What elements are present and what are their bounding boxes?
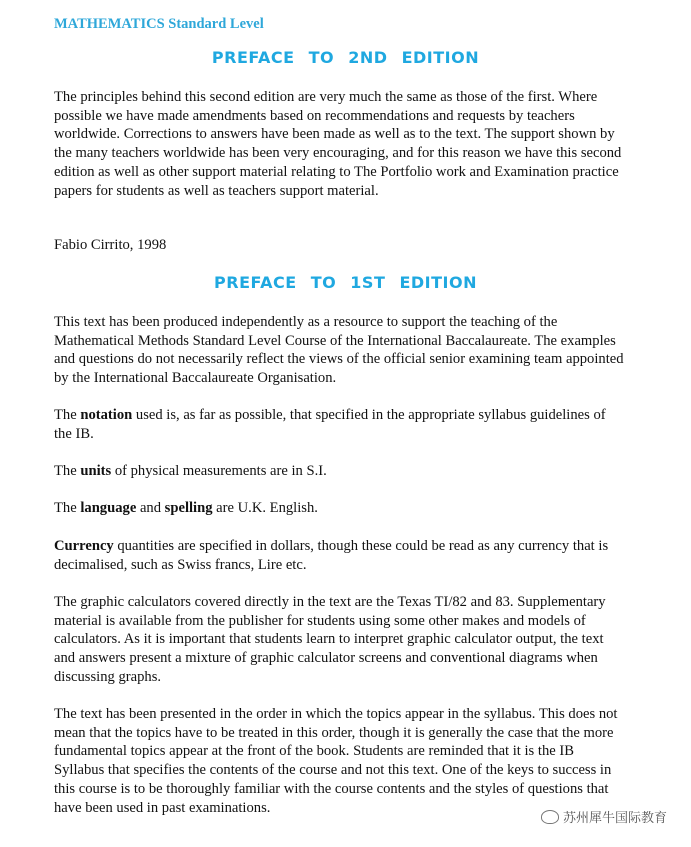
paragraph-units: The units of physical measurements are in S.I. (54, 463, 327, 479)
chat-bubble-icon (541, 810, 559, 824)
bold-spelling: spelling (164, 500, 213, 516)
bold-currency: Currency (54, 538, 114, 554)
paragraph-second-edition-body: The principles behind this second edition are very much the same as those of the first. Where possible we have made amendments based on recommendations and requests by teachers worldwide. Corrections to answers have been made as well as to the text. The support shown by the many teachers worldwide has been very encouraging, and for this reason we have this second edition as well as other support material relating to The Portfolio work and Examination practice papers for students as well as teachers support material. (54, 89, 622, 199)
heading-preface-1st-edition: PREFACE TO 1ST EDITION (214, 273, 477, 292)
paragraph-intro: This text has been produced independently as a resource to support the teaching of the Mathematical Methods Standard Level Course of the International Baccalaureate. The examples and questions do not necessarily reflect the views of the official senior examining team appointed by the International Baccalaureate Organisation. (54, 314, 624, 387)
running-header: MATHEMATICS Standard Level (54, 16, 264, 32)
watermark (539, 807, 669, 826)
bold-units: units (80, 463, 112, 479)
paragraph-currency: Currency quantities are specified in dollars, though these could be read as any currency that is decimalised, such as Swiss francs, Lire etc. (54, 538, 609, 573)
paragraph-language: The language and spelling are U.K. English. (54, 500, 318, 516)
paragraph-order: The text has been presented in the order in which the topics appear in the syllabus. This does not mean that the topics have to be treated in this order, though it is generally the case that the more fundamental topics appear at the front of the book. Students are reminded that it is the IB Syllabus that specifies the contents of the course and not this text. One of the keys to success in this course is to be thoroughly familiar with the course contents and the styles of questions that have been used in past examinations. (54, 706, 618, 816)
watermark-text: 苏州犀牛国际教育 (562, 811, 667, 826)
paragraph-notation: The notation used is, as far as possible, that specified in the appropriate syllabus guidelines of the IB. (54, 407, 606, 442)
bold-notation: notation (80, 407, 133, 423)
heading-preface-2nd-edition: PREFACE TO 2ND EDITION (211, 48, 480, 67)
signature-line: Fabio Cirrito, 1998 (54, 237, 167, 253)
paragraph-calculators: The graphic calculators covered directly in the text are the Texas TI/82 and 83. Supplementary material is available from the publisher for students using some other makes and models of calculators. As it is important that students learn to interpret graphic calculator output, the text and answers present a mixture of graphic calculator screens and conventional diagrams when discussing graphs. (54, 594, 606, 685)
bold-language: language (80, 500, 137, 516)
